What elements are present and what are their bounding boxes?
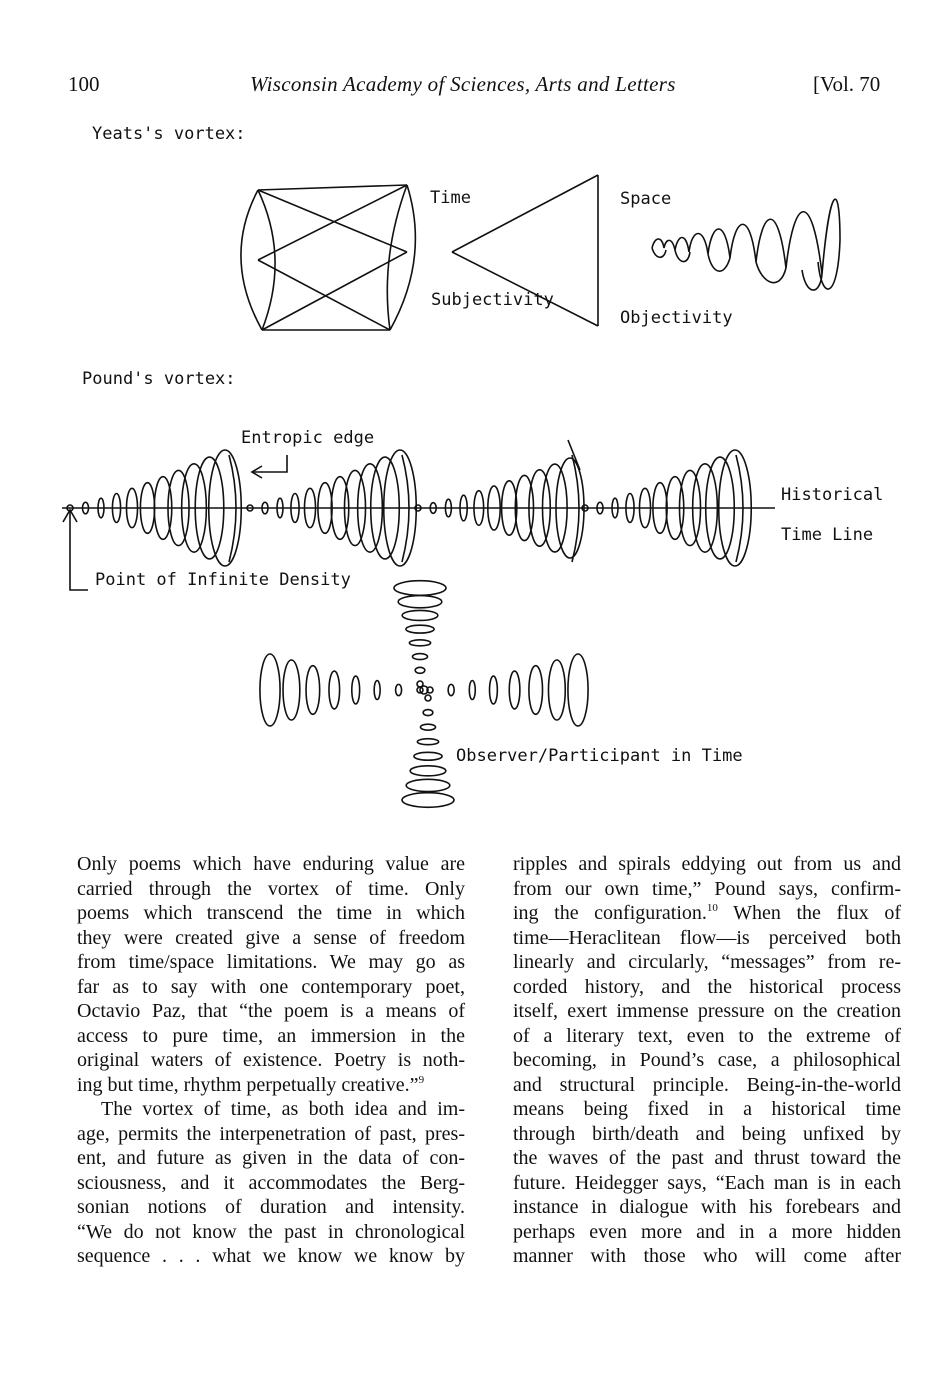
text-line (513, 1122, 901, 1147)
vortex-loop (548, 660, 565, 720)
text-line (513, 1171, 901, 1196)
text-line (77, 1171, 465, 1196)
text-line-content: The vortex of time, as both idea and im- (101, 1098, 465, 1120)
text-line (77, 852, 465, 877)
text-line (77, 1195, 465, 1220)
label-objectivity: Objectivity (620, 308, 733, 328)
text-line (77, 999, 465, 1024)
body-right-column (513, 852, 901, 1269)
text-line-content: When the flux of (717, 902, 901, 924)
text-line-content: ing the configuration. (513, 902, 707, 924)
text-line (513, 1220, 901, 1245)
text-line-content: sciousness, and it accommodates the Berg- (77, 1171, 465, 1194)
volume-label: [Vol. 70 (813, 72, 881, 96)
text-line-content: poems which transcend the time in which (77, 902, 465, 924)
label-observer: Observer/Participant in Time (456, 746, 743, 766)
vortex-loop (396, 684, 402, 695)
label-space: Space (620, 189, 672, 209)
vortex-loop (568, 654, 588, 726)
text-line-content: becoming, in Pound’s case, a philosophical (513, 1049, 901, 1071)
text-line-content: perhaps even more and in a more hidden (513, 1220, 901, 1243)
text-line-content: ripples and spirals eddying out from us and (513, 853, 901, 875)
text-line-content: Octavio Paz, that “the poem is a means of (77, 1000, 465, 1022)
label-time: Time (430, 188, 471, 208)
vortex-loop (509, 671, 520, 709)
text-line-content: from our own time,” Pound says, confirm- (513, 877, 901, 900)
text-line-content: future. Heidegger says, “Each man is in each (513, 1171, 901, 1194)
text-line (513, 1244, 901, 1269)
text-line (77, 1220, 465, 1245)
vortex-loop (417, 681, 423, 687)
text-line-content: far as to say with one contemporary poet, (77, 975, 465, 998)
label-time-line: Time Line (781, 525, 874, 545)
vortex-loop (406, 625, 434, 633)
text-line-content: the waves of the past and thrust toward the (513, 1147, 901, 1169)
page-number: 100 (68, 72, 100, 96)
text-line-content: and structural principle. Being-in-the-world (513, 1073, 901, 1096)
vortex-loop (425, 695, 431, 701)
text-line-content: sequence . . . what we know we know by (77, 1245, 465, 1267)
text-line-content: means being fixed in a historical time (513, 1098, 901, 1120)
text-line-content: instance in dialogue with his forebears and (513, 1196, 901, 1218)
vortex-loop (420, 724, 435, 730)
text-line-content: sonian notions of duration and intensity. (77, 1196, 465, 1218)
text-line (77, 1024, 465, 1049)
text-line-content: access to pure time, an immersion in the (77, 1024, 465, 1047)
text-line-content: itself, exert immense pressure on the creation (513, 1000, 901, 1022)
journal-title: Wisconsin Academy of Sciences, Arts and Letters (250, 72, 676, 96)
text-line-content: time—Heraclitean flow—is perceived both (513, 926, 901, 949)
pound-time-line (62, 440, 775, 590)
text-line (77, 1048, 465, 1073)
vortex-loop (469, 681, 475, 700)
vortex-loop (412, 654, 427, 660)
text-line-content: original waters of existence. Poetry is noth- (77, 1049, 465, 1071)
text-line-content: Only poems which have enduring value are (77, 853, 465, 875)
text-line (513, 1073, 901, 1098)
vortex-loop (410, 766, 446, 776)
text-line (77, 950, 465, 975)
vortex-loop (448, 684, 454, 695)
text-line-content: “We do not know the past in chronological (77, 1220, 465, 1243)
text-line (77, 1073, 465, 1098)
vortex-loop (260, 654, 280, 726)
text-line-content: ing but time, rhythm perpetually creative.” (77, 1073, 419, 1096)
vortex-loop (329, 671, 340, 709)
yeats-gyre (652, 199, 840, 290)
text-line (513, 1048, 901, 1073)
text-line (513, 926, 901, 951)
text-line-content: manner with those who will come after (513, 1245, 901, 1267)
label-subjectivity: Subjectivity (431, 290, 554, 310)
observer-cross-vortex (260, 581, 588, 808)
text-line-content: ent, and future as given in the data of con- (77, 1147, 465, 1169)
text-line (513, 1146, 901, 1171)
text-line (513, 1024, 901, 1049)
text-line (513, 1097, 901, 1122)
text-line (77, 1244, 465, 1269)
text-line (77, 1146, 465, 1171)
vortex-loop (394, 581, 446, 596)
text-line (513, 1195, 901, 1220)
text-line (513, 950, 901, 975)
vortex-loop (306, 666, 320, 715)
text-line-content: age, permits the interpenetration of past, pres- (77, 1122, 465, 1145)
body-left-column (77, 852, 465, 1269)
text-line-content: carried through the vortex of time. Only (77, 877, 465, 900)
text-line (77, 975, 465, 1000)
footnote-marker: 9 (418, 1073, 425, 1086)
text-line (513, 877, 901, 902)
pound-heading: Pound's vortex: (82, 369, 236, 389)
label-entropic-edge: Entropic edge (241, 428, 375, 448)
text-line-content: corded history, and the historical process (513, 975, 901, 998)
vortex-loop (409, 640, 430, 646)
vortex-loop (398, 596, 442, 608)
text-line (513, 975, 901, 1000)
label-historical: Historical (781, 485, 884, 505)
vortex-loop (414, 752, 442, 760)
text-line (77, 926, 465, 951)
vortex-loop (406, 779, 450, 791)
text-line-content: through birth/death and being unfixed by (513, 1122, 901, 1145)
yeats-double-cone (241, 185, 415, 330)
text-line (77, 877, 465, 902)
vortex-loop (374, 681, 380, 700)
label-point-of-infinite-density: Point of Infinite Density (95, 570, 351, 590)
vortex-loop (402, 610, 438, 620)
text-line-content: from time/space limitations. We may go as (77, 951, 465, 973)
text-line (513, 901, 901, 926)
vortex-loop (529, 666, 543, 715)
vortex-loop (417, 739, 438, 745)
text-line-content: linearly and circularly, “messages” from re- (513, 951, 901, 973)
yeats-heading: Yeats's vortex: (92, 124, 246, 144)
text-line-content: of a literary text, even to the extreme of (513, 1024, 901, 1047)
text-line (77, 901, 465, 926)
text-line (77, 1122, 465, 1147)
vortex-loop (402, 793, 454, 808)
vortex-loop (490, 676, 498, 704)
text-line (513, 999, 901, 1024)
text-line (77, 1097, 465, 1122)
vortex-loop (415, 667, 425, 673)
text-line (513, 852, 901, 877)
text-line-content: they were created give a sense of freedom (77, 926, 465, 949)
vortex-loop (423, 710, 433, 716)
vortex-loop (352, 676, 360, 704)
vortex-loop (283, 660, 300, 720)
footnote-marker: 10 (706, 902, 718, 914)
